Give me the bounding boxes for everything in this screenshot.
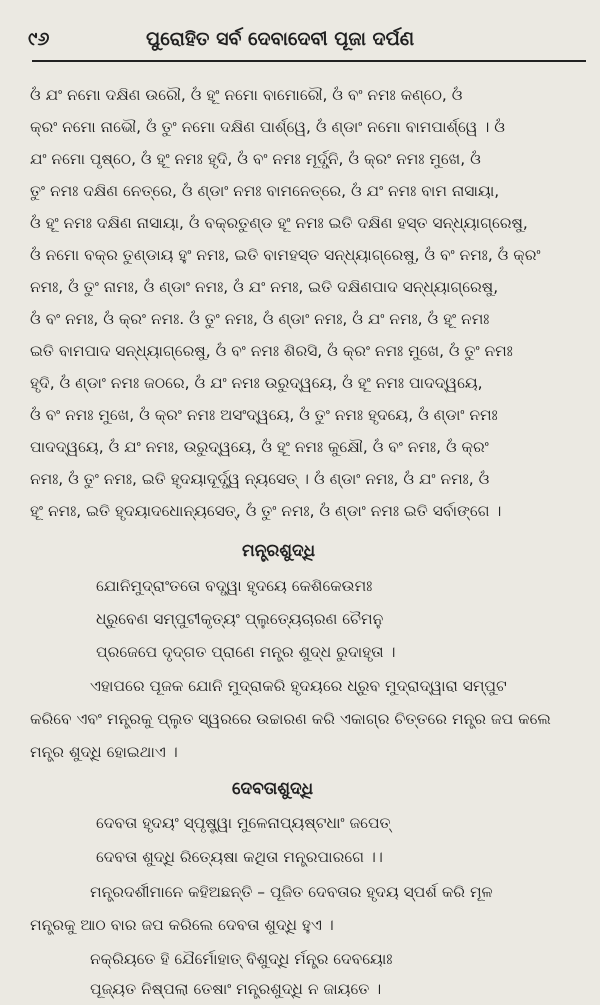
text-line: ନମଃ, ଓଁ ତୁଂ ନମଃ, ଇତି ହୃଦୟାଦୂର୍ଦ୍ଧ୍ୱ ନ୍ୟସେତ୍ । ଓଁ ଣ୍ଡାଂ ନମଃ, ଓଁ ଯଂ ନମଃ, ଓଁ [30,470,490,488]
text-line: ଇତି ବାମପାଦ ସନ୍ଧ୍ୟାଗ୍ରେଷୁ, ଓଁ ବଂ ନମଃ ଶିରସି, ଓଁ କ୍ରଂ ନମଃ ମୁଖେ, ଓଁ ତୁଂ ନମଃ [30,342,513,360]
text-line: ଏହାପରେ ପୂଜକ ଯୋନି ମୁଦ୍ରାକରି ହୃଦୟରେ ଧ୍ରୁବ ମୁଦ୍ରାଦ୍ୱାରା ସମ୍ପୁଟ [90,677,507,695]
text-line: ମନ୍ତ୍ରଦର୍ଶୀମାନେ କହିଅଛନ୍ତି – ପୂଜିତ ଦେବତାର ହୃଦୟ ସ୍ପର୍ଶ କରି ମୂଳ [90,883,493,901]
verse-line: ଯୋନିମୁଦ୍ରାଂତତୋ ବଦ୍ଧ୍ୱା ହୃଦୟେ କେଶିକେଉମଃ [96,577,373,595]
text-line: ତୁଂ ନମଃ ଦକ୍ଷିଣ ନେତ୍ରେ, ଓଁ ଣ୍ଡାଂ ନମଃ ବାମନେତ୍ରେ, ଓଁ ଯଂ ନମଃ ବାମ ନାସାୟା, [30,182,500,200]
page-header [18,22,586,62]
text-line: ଓଁ ବଂ ନମଃ ମୁଖେ, ଓଁ କ୍ରଂ ନମଃ ଅସଂଦ୍ୱୟେ, ଓଁ ତୁଂ ନମଃ ହୃଦୟେ, ଓଁ ଣ୍ଡାଂ ନମଃ [30,406,498,424]
text-line: ନମଃ, ଓଁ ତୁଂ ନାମଃ, ଓଁ ଣ୍ଡାଂ ନମଃ, ଓଁ ଯଂ ନମଃ, ଇତି ଦକ୍ଷିଣପାଦ ସନ୍ଧ୍ୟାଗ୍ରେଷୁ, [30,278,499,296]
header-rule [32,60,586,62]
text-line: ଓଁ ବଂ ନମଃ, ଓଁ କ୍ରଂ ନମଃ. ଓଁ ତୁଂ ନମଃ, ଓଁ ଣ୍ଡାଂ ନମଃ, ଓଁ ଯଂ ନମଃ, ଓଁ ହୂଂ ନମଃ [30,310,490,328]
page-number: ୯୬ [28,28,50,50]
text-line: ମନ୍ତ୍ର ଶୁଦ୍ଧି ହୋଇଥାଏ । [30,743,178,761]
section-heading-mantrashuddhi: ମନ୍ତ୍ରଶୁଦ୍ଧି [242,541,316,561]
text-line: ମନ୍ତ୍ରକୁ ଆଠ ବାର ଜପ କରିଲେ ଦେବତା ଶୁଦ୍ଧି ହୁଏ । [30,916,334,934]
text-line: ଓଁ ହୂଂ ନମଃ ଦକ୍ଷିଣ ନାସାୟା, ଓଁ ବକ୍ରତୁଣ୍ଡ ହୂଂ ନମଃ ଇତି ଦକ୍ଷିଣ ହସ୍ତ ସନ୍ଧ୍ୟାଗ୍ରେଷୁ, [30,214,528,232]
text-line: ହୂଂ ନମଃ, ଇତି ହୃଦୟାଦଧୋନ୍ୟସେତ୍, ଓଁ ତୁଂ ନମଃ, ଓଁ ଣ୍ଡାଂ ନମଃ ଇତି ସର୍ବାଙ୍ଗେ । [30,502,502,520]
text-line: ହୃଦି, ଓଁ ଣ୍ଡାଂ ନମଃ ଜଠରେ, ଓଁ ଯଂ ନମଃ ଉରୁଦ୍ୱୟେ, ଓଁ ହୂଂ ନମଃ ପାଦଦ୍ୱୟେ, [30,374,483,392]
text-line: କରିବେ ଏବଂ ମନ୍ତ୍ରକୁ ପ୍ଲୁତ ସ୍ୱରରେ ଉଚ୍ଚାରଣ କରି ଏକାଗ୍ର ଚିତ୍ତରେ ମନ୍ତ୍ର ଜପ କଲେ [30,710,551,728]
verse-line: ପୂଜ୍ୟତ ନିଷ୍ପଲା ତେଷାଂ ମନ୍ତ୍ରଶୁଦ୍ଧି ନ ଜାୟତେ । [90,980,382,998]
verse-line: ନକ୍ରିୟତେ ହି ଯୈର୍ମୋହାତ୍ ବିଶୁଦ୍ଧି ର୍ମନ୍ତ୍ର ଦେବୟୋଃ [90,950,393,968]
text-line: ଓଁ ନମୋ ବକ୍ର ତୁଣ୍ଡାୟ ହୁଂ ନମଃ, ଇତି ବାମହସ୍ତ ସନ୍ଧ୍ୟାଗ୍ରେଷୁ, ଓଁ ବଂ ନମଃ, ଓଁ କ୍ରଂ [30,246,541,264]
verse-line: ଦେବତା ହୃଦୟଂ ସ୍ପୃଷ୍ଟ୍ୱା ମୁଳେନାପ୍ୟଷ୍ଟଧାଂ ଜପେତ୍ [96,814,391,832]
section-heading-devatashuddhi: ଦେବତାଶୁଦ୍ଧି [232,779,314,799]
text-line: କ୍ରଂ ନମୋ ନାଭୌ, ଓଁ ତୁଂ ନମୋ ଦକ୍ଷିଣ ପାର୍ଶ୍ୱେ, ଓଁ ଣ୍ଡାଂ ନମୋ ବାମପାର୍ଶ୍ୱେ । ଓଁ [30,118,505,136]
running-title: ପୁରୋହିତ ସର୍ବ ଦେବାଦେବୀ ପୂଜା ଦର୍ପଣ [146,28,415,50]
text-line: ଯଂ ନମୋ ପୃଷ୍ଠେ, ଓଁ ହୂଂ ନମଃ ହୃଦି, ଓଁ ବଂ ନମଃ ମୂର୍ଦ୍ଧ୍ନି, ଓଁ କ୍ରଂ ନମଃ ମୁଖେ, ଓଁ [30,150,481,168]
verse-line: ପ୍ରଜେପେ ଦୃଦ୍‌ଗତ ପ୍ରାଣେ ମନ୍ତ୍ର ଶୁଦ୍ଧ ରୁଦାହୃତା । [96,643,396,661]
text-line: ପାଦଦ୍ୱୟେ, ଓଁ ଯଂ ନମଃ, ଉରୁଦ୍ୱୟେ, ଓଁ ହୂଂ ନମଃ କୁକ୍ଷୌ, ଓଁ ବଂ ନମଃ, ଓଁ କ୍ରଂ [30,438,489,456]
verse-line: ଧ୍ରୁବେଣ ସମ୍ପୁଟୀକୃତ୍ୟଂ ପ୍ଲୁତ୍ୟେଚାରଣ ଚୈମନୁ [96,610,384,628]
verse-line: ଦେବତା ଶୁଦ୍ଧି ରିତ୍ୟେଷା କଥିତା ମନ୍ତ୍ରପାରଗେ ।। [96,848,383,866]
text-line: ଓଁ ଯଂ ନମୋ ଦକ୍ଷିଣ ଉରୌ, ଓଁ ହୂଂ ନମୋ ବାମୋରୌ, ଓଁ ବଂ ନମଃ କଣ୍ଠେ, ଓଁ [30,86,463,104]
